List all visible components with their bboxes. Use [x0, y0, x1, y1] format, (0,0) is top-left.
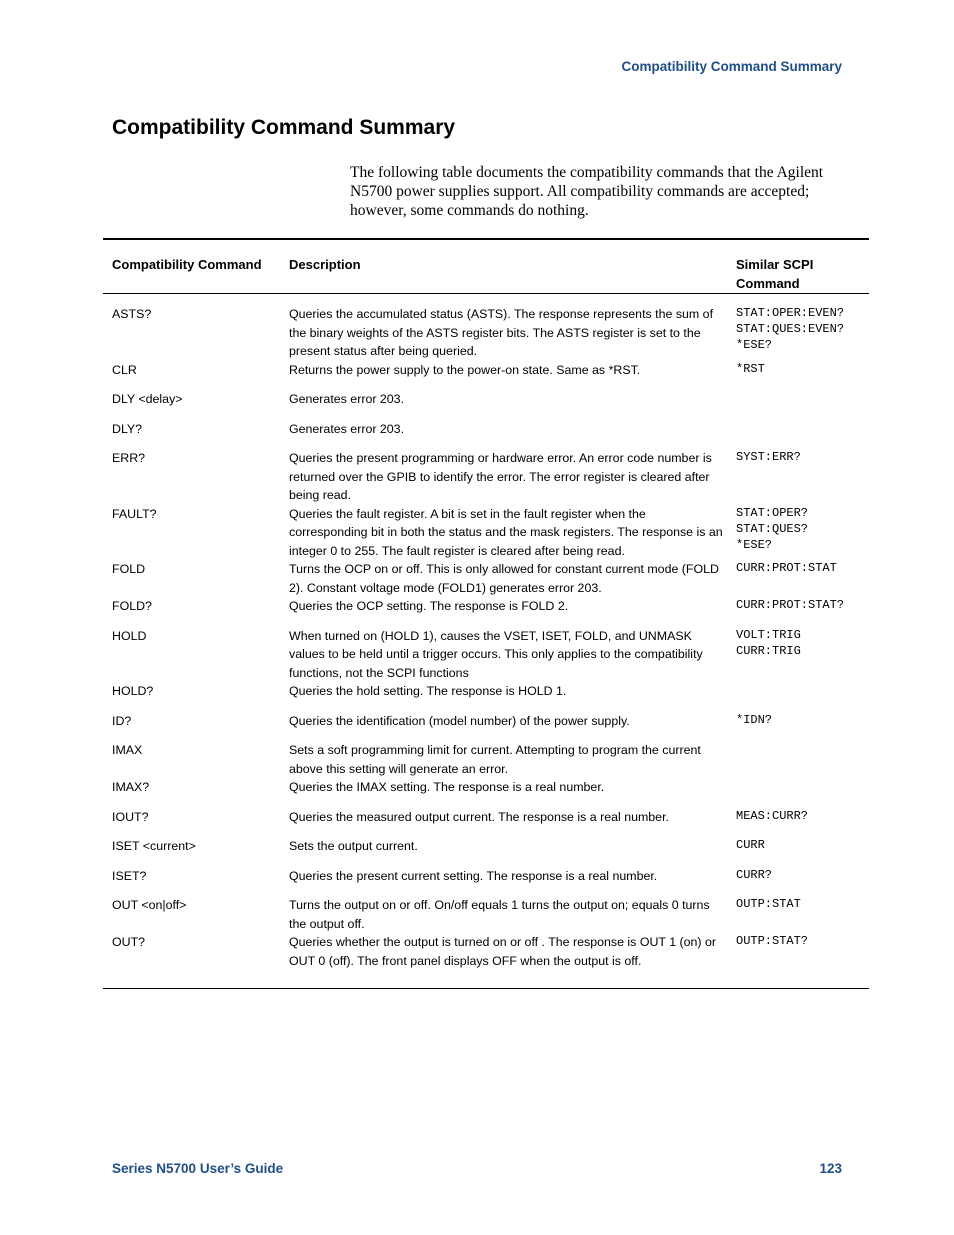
table-row	[103, 420, 869, 450]
description-cell: Queries whether the output is turned on or off . The response is OUT 1 (on) or OUT 0 (off). The front panel displays OFF when the output is off.	[289, 935, 717, 968]
command-cell: FOLD	[112, 562, 146, 576]
table-row	[103, 449, 869, 505]
scpi-cell: *IDN?	[736, 712, 773, 727]
page-title: Compatibility Command Summary	[112, 116, 456, 139]
command-cell: FAULT?	[112, 506, 157, 521]
table-row	[103, 505, 869, 561]
scpi-cell: CURR:PROT:STAT?	[736, 598, 845, 612]
table-row	[103, 390, 869, 420]
command-cell: ISET?	[112, 868, 147, 883]
command-cell: ASTS?	[112, 307, 152, 321]
table-row	[103, 294, 869, 361]
description-cell: Sets the output current.	[289, 839, 418, 853]
scpi-cell	[736, 420, 869, 450]
scpi-cell	[736, 390, 869, 420]
scpi-cell: CURR	[736, 838, 765, 852]
footer-guide-title: Series N5700 User’s Guide	[112, 1161, 284, 1176]
table-row	[103, 867, 869, 897]
command-cell: IMAX	[112, 743, 143, 757]
command-cell: DLY <delay>	[112, 392, 183, 406]
description-cell: Turns the OCP on or off. This is only allowed for constant current mode (FOLD 2). Constant voltage mode (FOLD1) generates error 203.	[289, 562, 719, 595]
command-cell: DLY?	[112, 421, 143, 436]
scpi-cell: MEAS:CURR?	[736, 808, 809, 823]
description-cell: Queries the measured output current. The response is a real number.	[289, 809, 669, 824]
command-cell: ISET <current>	[112, 839, 196, 853]
command-cell: FOLD?	[112, 599, 152, 613]
description-cell: Queries the OCP setting. The response is FOLD 2.	[289, 599, 569, 613]
description-cell: Queries the hold setting. The response is HOLD 1.	[289, 684, 567, 698]
table-row	[103, 712, 869, 742]
description-cell: Queries the present current setting. The response is a real number.	[289, 868, 658, 883]
scpi-cell: STAT:OPER? STAT:QUES? *ESE?	[736, 505, 809, 552]
description-cell: Generates error 203.	[289, 421, 405, 436]
table-row	[103, 597, 869, 627]
running-header: Compatibility Command Summary	[621, 59, 842, 74]
description-cell: Queries the accumulated status (ASTS). The response represents the sum of the binary weights of the ASTS register bits. The ASTS register is set to the present status after being queried.	[289, 307, 714, 358]
description-cell: Queries the identification (model number) of the power supply.	[289, 713, 630, 728]
description-cell: When turned on (HOLD 1), causes the VSET, ISET, FOLD, and UNMASK values to be held until a trigger occurs. This only applies to the compatibility functions, not the SCPI functions	[289, 628, 703, 680]
command-cell: ID?	[112, 713, 132, 728]
scpi-cell: OUTP:STAT?	[736, 934, 809, 948]
table-row	[103, 896, 869, 933]
command-cell: ERR?	[112, 451, 146, 465]
scpi-cell: VOLT:TRIG CURR:TRIG	[736, 627, 801, 658]
description-cell: Generates error 203.	[289, 392, 405, 406]
description-cell: Queries the fault register. A bit is set in the fault register when the corresponding bit in both the status and the mask registers. The response is an integer 0 to 255. The fault register is cleared after being read.	[289, 506, 723, 558]
description-cell: Queries the IMAX setting. The response is a real number.	[289, 780, 605, 794]
scpi-cell: CURR:PROT:STAT	[736, 561, 837, 575]
description-cell: Queries the present programming or hardware error. An error code number is returned over the GPIB to identify the error. The error register is cleared after being read.	[289, 451, 712, 502]
table-row	[103, 778, 869, 808]
command-cell: OUT?	[112, 935, 146, 949]
intro-paragraph: The following table documents the compatibility commands that the Agilent N5700 power supplies support. All compatibility commands are accepted; however, some commands do nothing.	[350, 164, 824, 219]
description-cell: Returns the power supply to the power-on state. Same as *RST.	[289, 362, 641, 377]
table-row	[103, 682, 869, 712]
compatibility-command-table	[103, 238, 869, 989]
description-cell: Sets a soft programming limit for current. Attempting to program the current above this setting will generate an error.	[289, 743, 701, 776]
scpi-cell	[736, 778, 869, 808]
command-cell: CLR	[112, 362, 137, 377]
footer-page-number: 123	[819, 1161, 842, 1176]
scpi-cell	[736, 682, 869, 712]
scpi-cell: CURR?	[736, 867, 773, 882]
table-row	[103, 933, 869, 989]
table-header-row	[103, 239, 869, 294]
table-row	[103, 361, 869, 391]
command-cell: OUT <on|off>	[112, 898, 187, 912]
table-row	[103, 560, 869, 597]
command-cell: HOLD	[112, 628, 147, 643]
column-header-scpi-label: Similar SCPI Command	[736, 257, 814, 291]
column-header-description: Description	[289, 257, 361, 272]
scpi-cell: STAT:OPER:EVEN? STAT:QUES:EVEN? *ESE?	[736, 306, 845, 352]
description-cell: Turns the output on or off. On/off equals 1 turns the output on; equals 0 turns the output off.	[289, 898, 710, 931]
command-cell: HOLD?	[112, 684, 154, 698]
command-cell: IOUT?	[112, 809, 149, 824]
command-cell: IMAX?	[112, 780, 150, 794]
column-header-command: Compatibility Command	[112, 257, 262, 272]
scpi-cell: *RST	[736, 361, 765, 376]
table-row	[103, 808, 869, 838]
table-row	[103, 837, 869, 867]
scpi-cell: OUTP:STAT	[736, 897, 801, 911]
scpi-cell: SYST:ERR?	[736, 450, 801, 464]
table-body	[103, 294, 869, 989]
table-row	[103, 627, 869, 683]
table-row	[103, 741, 869, 778]
column-header-scpi	[736, 239, 869, 294]
scpi-cell	[736, 741, 869, 778]
